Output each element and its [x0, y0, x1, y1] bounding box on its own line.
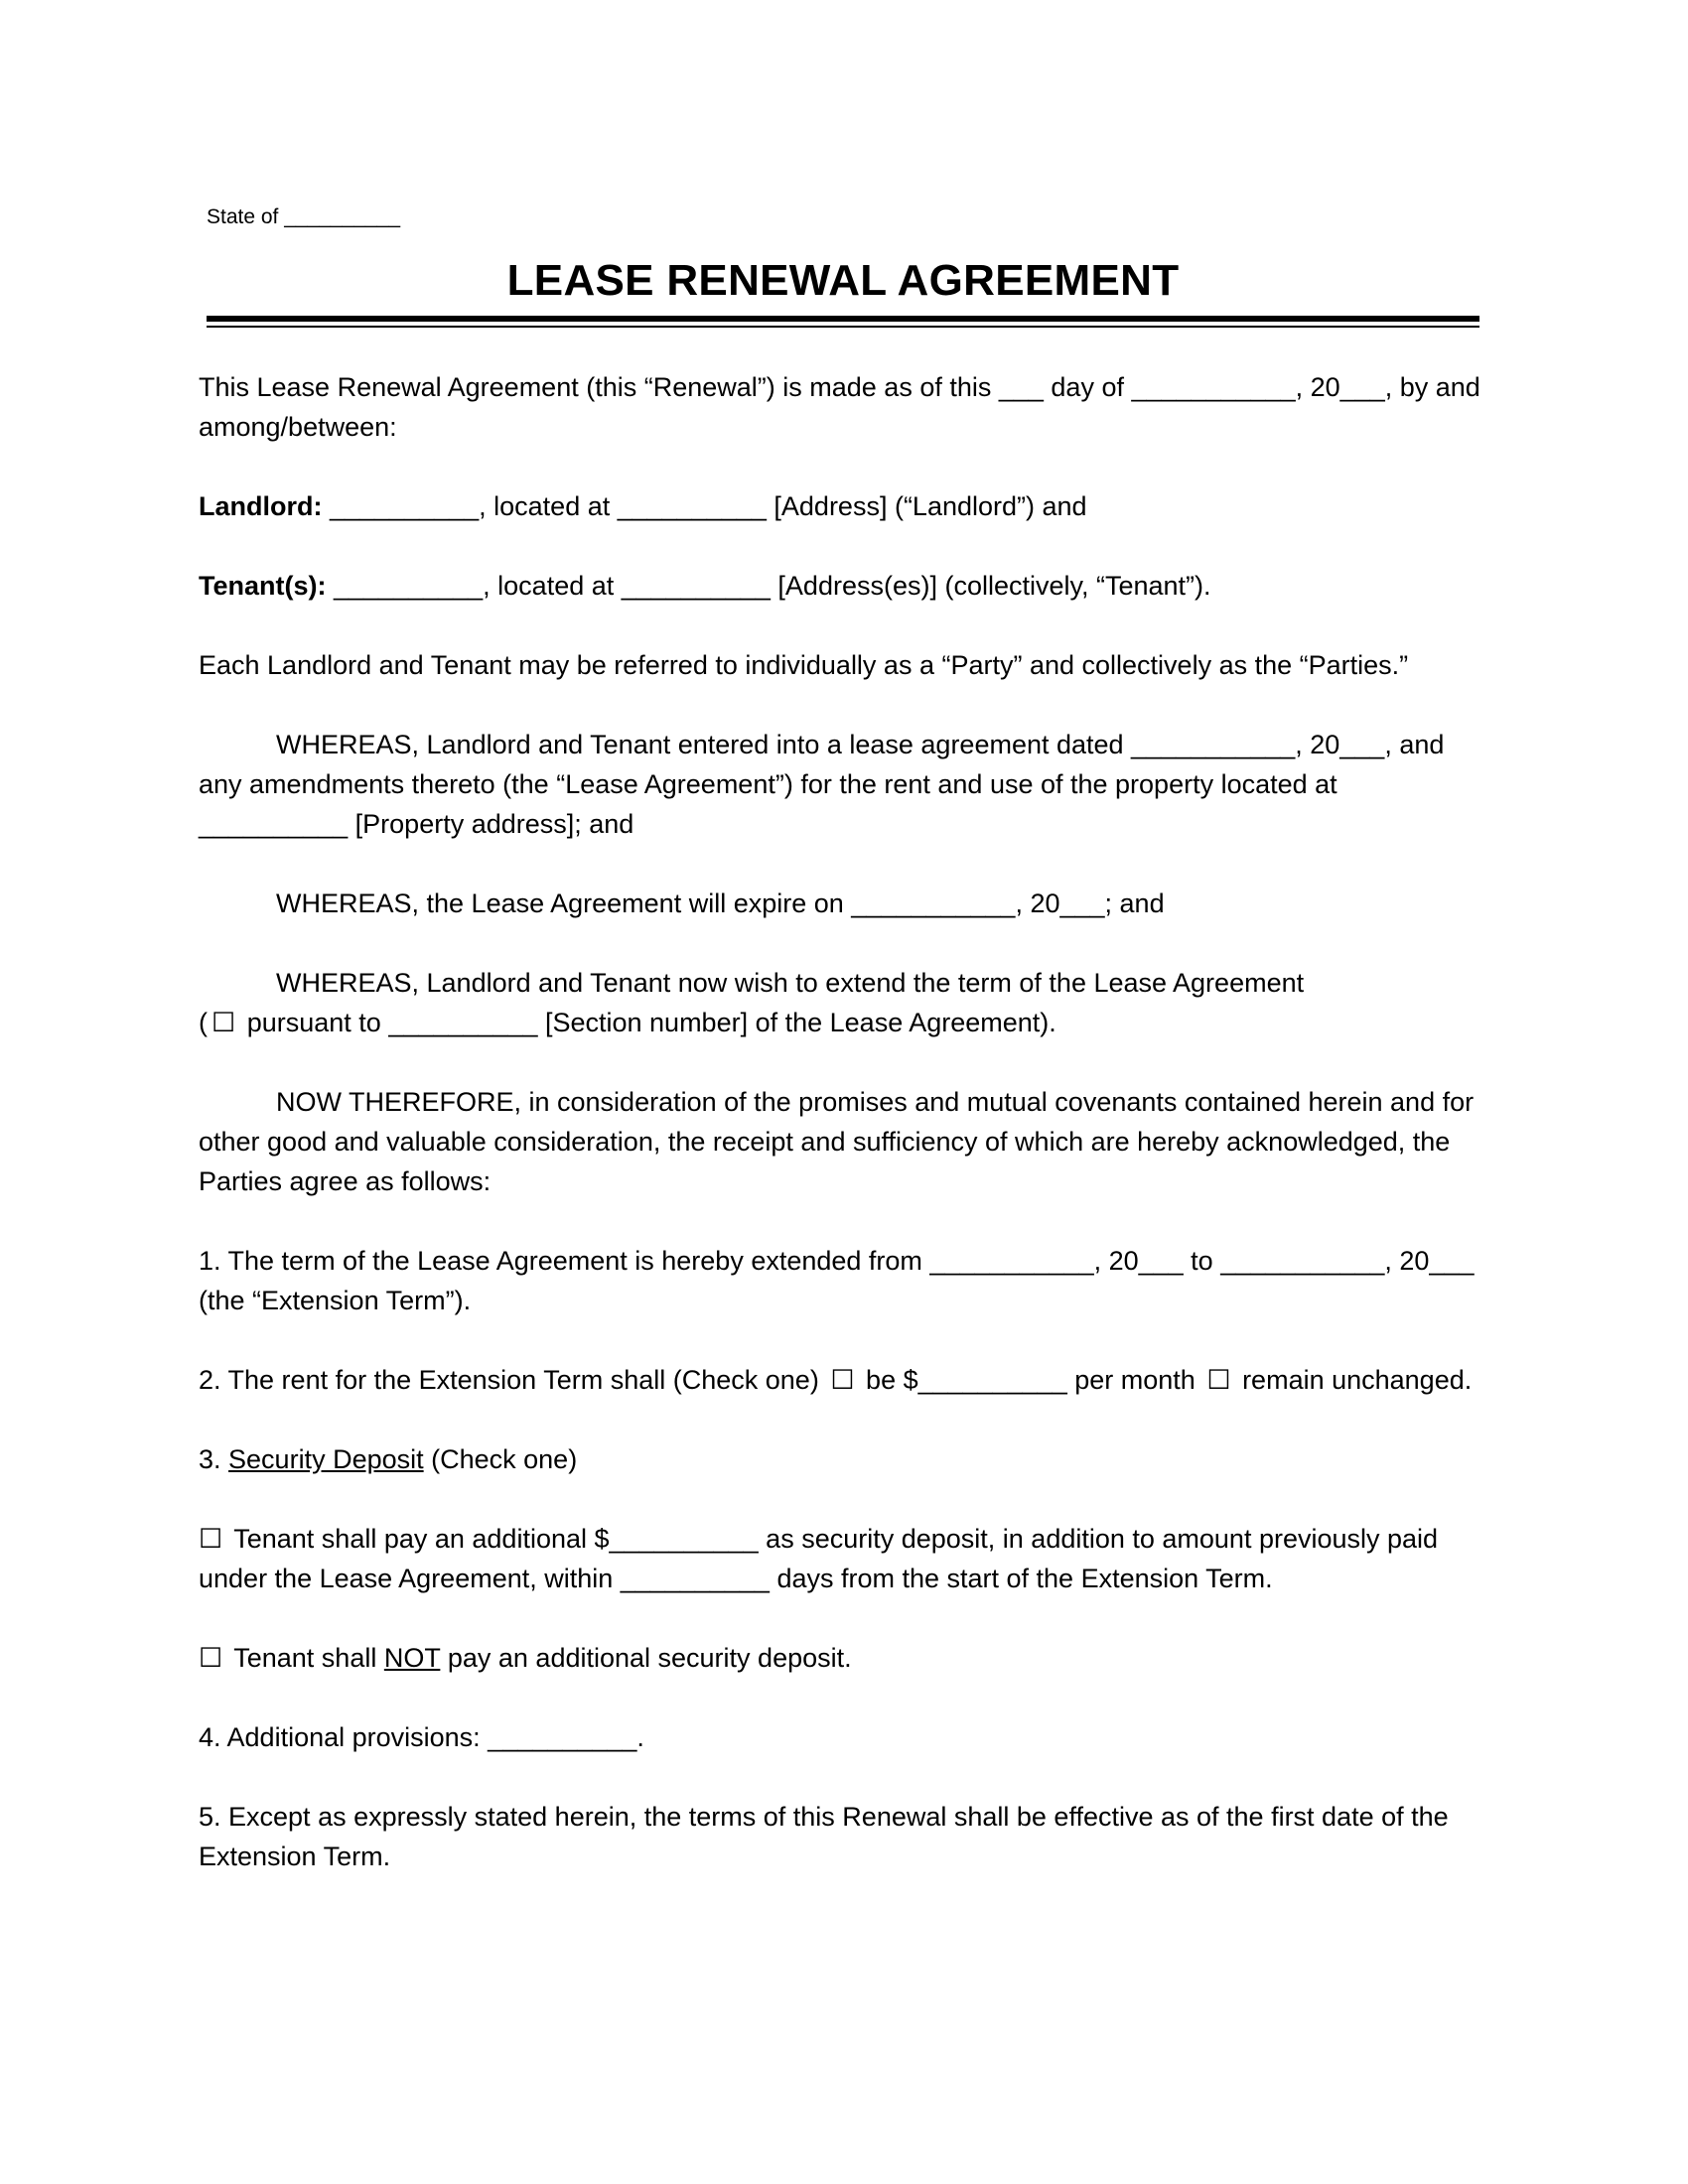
landlord-label: Landlord: — [199, 491, 323, 521]
document-body — [199, 367, 1489, 1916]
intro-paragraph: This Lease Renewal Agreement (this “Renewal”) is made as of this ___ day of ___________, 20___, by and among/between: — [199, 372, 1480, 442]
deposit-additional-option — [199, 1519, 1489, 1598]
item-3-heading: Security Deposit — [228, 1444, 424, 1474]
section-checkbox[interactable]: ☐ — [211, 1008, 236, 1037]
whereas-extend-line1: WHEREAS, Landlord and Tenant now wish to extend the term of the Lease Agreement — [276, 968, 1305, 998]
item-4-additional-provisions: 4. Additional provisions: __________. — [199, 1722, 644, 1752]
title-rule-thick — [207, 316, 1479, 322]
rent-change-text: be $__________ per month — [858, 1365, 1196, 1395]
rent-unchanged-checkbox[interactable]: ☐ — [1206, 1365, 1231, 1395]
tenant-label: Tenant(s): — [199, 571, 327, 601]
whereas-lease-paragraph: WHEREAS, Landlord and Tenant entered into a lease agreement dated ___________, 20___, and any amendments thereto (the “Lease Agreement”) for the rent and use of the property located at __________ [Property address]; and — [199, 730, 1445, 839]
rent-change-checkbox[interactable]: ☐ — [830, 1365, 855, 1395]
rent-unchanged-text: remain unchanged. — [1234, 1365, 1473, 1395]
now-therefore-paragraph: NOW THEREFORE, in consideration of the promises and mutual covenants contained herein and for other good and valuable consideration, the receipt and sufficiency of which are hereby acknowledged, the Parties agree as follows: — [199, 1087, 1475, 1196]
item-2-prefix: 2. The rent for the Extension Term shall (Check one) — [199, 1365, 819, 1395]
whereas-extend-paren: ( — [199, 1008, 208, 1037]
item-3-suffix: (Check one) — [423, 1444, 578, 1474]
deposit-additional-checkbox[interactable]: ☐ — [199, 1524, 223, 1554]
whereas-extend-paragraph — [199, 963, 1489, 1042]
document-title: LEASE RENEWAL AGREEMENT — [506, 256, 1180, 305]
state-field: State of __________ — [207, 205, 401, 228]
parties-definition: Each Landlord and Tenant may be referred to individually as a “Party” and collectively as the “Parties.” — [199, 650, 1409, 680]
whereas-extend-line2: pursuant to __________ [Section number] of the Lease Agreement). — [239, 1008, 1056, 1037]
item-5-effective-date: 5. Except as expressly stated herein, the terms of this Renewal shall be effective as of the first date of the Extension Term. — [199, 1802, 1449, 1871]
tenant-text: __________, located at __________ [Address(es)] (collectively, “Tenant”). — [326, 571, 1211, 601]
item-2-rent — [199, 1360, 1489, 1400]
deposit-none-emphasis: NOT — [383, 1643, 441, 1673]
item-3-number: 3. — [199, 1444, 229, 1474]
whereas-expire-paragraph: WHEREAS, the Lease Agreement will expire on ___________, 20___; and — [276, 888, 1165, 918]
deposit-none-option — [199, 1638, 1489, 1678]
item-1-extension-term: 1. The term of the Lease Agreement is hereby extended from ___________, 20___ to ___________, 20___ (the “Extension Term”). — [199, 1246, 1475, 1315]
item-3-security-deposit — [199, 1439, 1489, 1479]
landlord-text: __________, located at __________ [Address] (“Landlord”) and — [322, 491, 1087, 521]
deposit-none-text-before: Tenant shall — [226, 1643, 384, 1673]
tenant-paragraph — [199, 566, 1489, 606]
title-rule-thin — [207, 326, 1479, 328]
deposit-additional-text: Tenant shall pay an additional $__________ as security deposit, in addition to amount previously paid under the Lease Agreement, within __________ days from the start of the Extension Term. — [199, 1524, 1439, 1593]
deposit-none-text-after: pay an additional security deposit. — [440, 1643, 852, 1673]
deposit-none-checkbox[interactable]: ☐ — [199, 1643, 223, 1673]
landlord-paragraph — [199, 486, 1489, 526]
